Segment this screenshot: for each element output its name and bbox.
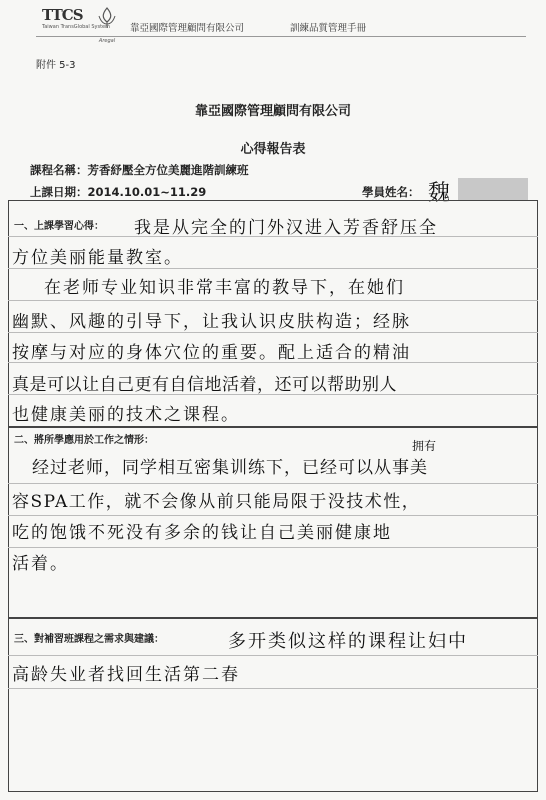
report-title: 心得報告表 bbox=[240, 142, 306, 157]
emblem-text: Aregal bbox=[98, 38, 116, 44]
header-manual-title: 訓練品質管理手冊 bbox=[290, 23, 367, 34]
s1-line-7: 也健康美丽的技术之课程。 bbox=[12, 405, 240, 425]
s1-line-1: 我是从完全的门外汉进入芳香舒压全 bbox=[134, 218, 438, 238]
course-line bbox=[30, 162, 249, 178]
date-label: 上課日期： bbox=[30, 185, 88, 199]
student-line bbox=[362, 184, 420, 200]
aregal-emblem-icon bbox=[96, 6, 118, 44]
line-rule bbox=[8, 655, 538, 656]
s2-line-3: 吃的饱饿不死没有多余的钱让自己美丽健康地 bbox=[12, 523, 392, 543]
logo-subtext: Taiwan TransGlobal System bbox=[42, 24, 110, 30]
course-label: 課程名稱： bbox=[30, 163, 88, 177]
s1-line-4: 幽默、风趣的引导下，让我认识皮肤构造；经脉 bbox=[12, 312, 411, 332]
line-rule bbox=[8, 332, 538, 333]
s3-line-2: 高龄失业者找回生活第二春 bbox=[12, 665, 240, 685]
line-rule bbox=[8, 515, 538, 516]
s2-insertion-mark: 拥有 bbox=[412, 439, 437, 453]
s2-line-4: 活着。 bbox=[12, 554, 69, 574]
section3-title: 三、對補習班課程之需求與建議： bbox=[14, 634, 164, 645]
section2-title: 二、將所學應用於工作之情形： bbox=[14, 435, 154, 446]
ttcs-logo bbox=[42, 6, 110, 36]
s3-line-1: 多开类似这样的课程让妇中 bbox=[228, 631, 468, 652]
logo-text: TTCS bbox=[42, 6, 83, 24]
section-divider bbox=[8, 426, 538, 428]
line-rule bbox=[8, 268, 538, 269]
section-divider bbox=[8, 617, 538, 619]
line-rule bbox=[8, 483, 538, 484]
line-rule bbox=[8, 300, 538, 301]
company-title: 靠亞國際管理顧問有限公司 bbox=[194, 104, 351, 119]
s2-line-1: 经过老师，同学相互密集训练下，已经可以从事美 bbox=[32, 458, 428, 478]
annex-label: 附件 5-3 bbox=[36, 60, 76, 71]
student-label: 學員姓名： bbox=[362, 185, 420, 199]
header-divider bbox=[36, 36, 526, 37]
date-line bbox=[30, 184, 206, 200]
redacted-name-block bbox=[458, 178, 528, 200]
line-rule bbox=[8, 688, 538, 689]
date-value: 2014.10.01~11.29 bbox=[87, 185, 207, 199]
s1-line-2: 方位美丽能量教室。 bbox=[12, 248, 183, 268]
header-company: 靠亞國際管理顧問有限公司 bbox=[130, 23, 245, 34]
s1-line-3: 在老师专业知识非常丰富的教导下，在她们 bbox=[44, 278, 405, 298]
s1-line-5: 按摩与对应的身体穴位的重要。配上适合的精油 bbox=[12, 343, 411, 363]
student-name: 魏 bbox=[428, 181, 453, 206]
line-rule bbox=[8, 547, 538, 548]
s2-line-2: 容SPA工作，就不会像从前只能局限于没技术性， bbox=[12, 492, 421, 512]
section1-title: 一、上課學習心得： bbox=[14, 221, 104, 232]
course-value: 芳香紓壓全方位美麗進階訓練班 bbox=[87, 163, 249, 177]
s1-line-6: 真是可以让自己更有自信地活着，还可以帮助别人 bbox=[12, 375, 397, 395]
